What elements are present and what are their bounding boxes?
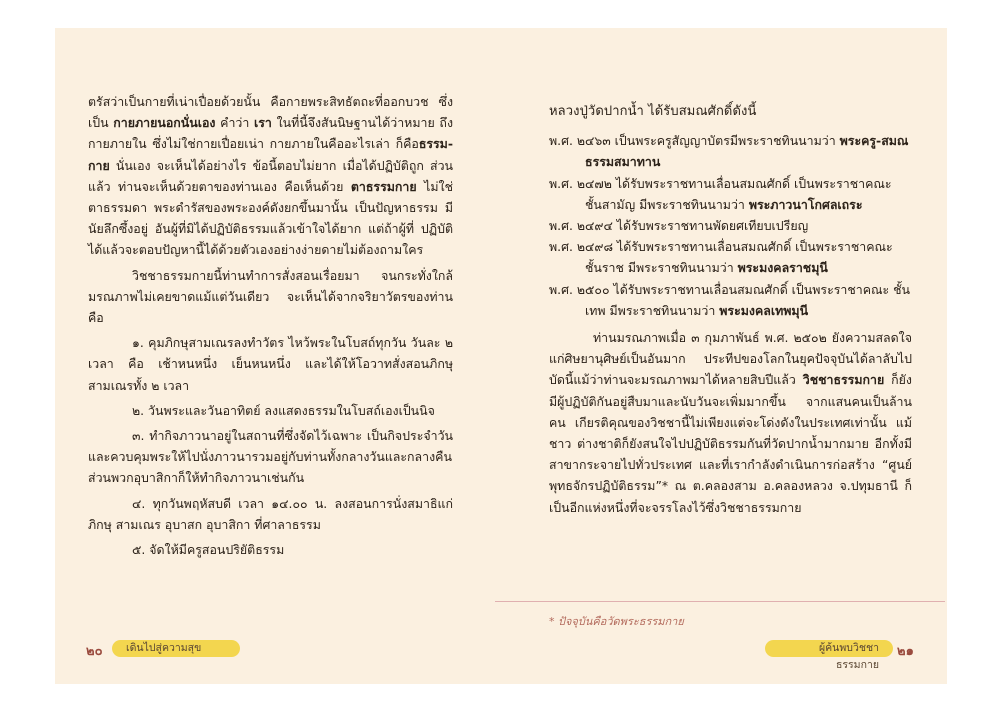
text-run: วิชชาธรรมกายนี้ท่านทำการสั่งสอนเรื่อยมา จนกระทั่งใกล้ มรณภาพไม่เคยขาดแม้แต่วันเดียว จะเห็นได้จากจริยาวัตรของท่าน คือ: [88, 267, 453, 326]
text-run: ได้รับพระราชทานพัดยศเทียบเปรียญ: [616, 218, 809, 234]
text-run: ๒. วันพระและวันอาทิตย์ ลงแสดงธรรมในโบสถ์เองเป็นนิจ: [132, 402, 435, 418]
bold-text: วิชชาธรรมกาย: [802, 372, 885, 388]
text-run: ไม่ใช่ตาธรรมดา พระดำรัสของพระองค์ดังยกขึ้นมานั้น เป็นปัญหาธรรม มีนัยลึกซึ้งอยู่ อันผู้ที่มิได้ปฏิบัติธรรมแล้วเข้าใจได้ยาก แต่ถ้าผู้ที่ ปฏิบัติได้แล้วจะตอบปัญหานี้ได้ด้วยตัวเองอย่างง่ายดายไม่ต้องถามใคร: [88, 178, 453, 258]
section-heading: หลวงปู่วัดปากน้ำ ได้รับสมณศักดิ์ดังนี้: [549, 104, 757, 119]
bold-text: พระครู-สมณธรรมสมาทาน: [585, 133, 909, 170]
body-paragraph: [88, 265, 453, 329]
right-page-body: [549, 101, 912, 518]
body-paragraph: [88, 425, 453, 489]
footnote-divider: [495, 601, 945, 602]
closing-paragraph: [549, 327, 912, 518]
text-run: ได้รับพระราชทานเลื่อนสมณศักดิ์ เป็นพระราชาคณะ ชั้นสามัญ มีพระราชทินนามว่า: [585, 175, 892, 212]
text-run: ได้รับพระราชทานเลื่อนสมณศักดิ์ เป็นพระราชาคณะ ชั้นราช มีพระราชทินนามว่า: [585, 239, 893, 276]
footnote: * ปัจจุบันคือวัดพระธรรมกาย: [549, 615, 684, 628]
text-run: นั่นเอง จะเห็นได้อย่างไร ข้อนี้ตอบไม่ยาก เมื่อได้ปฏิบัติถูก ส่วนแล้ว ท่านจะเห็นด้วยตาของท่านเอง คือเห็นด้วย: [88, 157, 453, 194]
bold-text: พระมงคลเทพมุนี: [719, 302, 809, 318]
bold-text: พระภาวนาโกศลเถระ: [748, 196, 863, 212]
rank-entry: [549, 236, 912, 278]
rank-entry: [549, 173, 912, 215]
rank-year: พ.ศ. ๒๕๐๐: [549, 281, 614, 297]
bold-text: ธรรม-กาย: [88, 136, 453, 173]
right-page-number: ๒๑: [897, 644, 914, 659]
text-run: ๓. ทำกิจภาวนาอยู่ในสถานที่ซึ่งจัดไว้เฉพาะ เป็นกิจประจำวัน และควบคุมพระให้ไปนั่งภาวนารวมอยู่กับท่านทั้งกลางวันและกลางคืน ส่วนพวกอุบาสิกาก็ให้ทำกิจภาวนาเช่นกัน: [88, 428, 453, 486]
body-paragraph: [88, 332, 453, 396]
bold-text: เรา: [254, 115, 272, 131]
body-paragraph: [88, 493, 453, 535]
rank-year: พ.ศ. ๒๔๙๔: [549, 218, 617, 234]
body-paragraph: [88, 400, 453, 421]
body-paragraph: [88, 539, 453, 560]
text-run: คำว่า: [215, 115, 255, 131]
rank-list: [549, 130, 912, 321]
bold-text: ตาธรรมกาย: [350, 178, 417, 194]
rank-year: พ.ศ. ๒๔๖๓: [549, 133, 615, 149]
text-run: ๑. คุมภิกษุสามเณรลงทำวัตร ไหว้พระในโบสถ์ทุกวัน วันละ ๒ เวลา คือ เช้าหนหนึ่ง เย็นหนหนึ่ง และได้ให้โอวาทสั่งสอนภิกษุ สามเณรทั้ง ๒ เวลา: [88, 335, 453, 393]
bold-text: พระมงคลราชมุนี: [737, 260, 828, 276]
text-run: ท่านมรณภาพเมื่อ ๓ กุมภาพันธ์ พ.ศ. ๒๕๐๒ ยังความสลดใจ แก่ศิษยานุศิษย์เป็นอันมาก ประทีปของโลกในยุคปัจจุบันได้ลาลับไป บัดนี้แม้ว่าท่านจะมรณภาพมาได้หลายสิบปีแล้ว: [549, 330, 912, 388]
bold-text: กายภายนอกนั่นเอง: [113, 115, 216, 131]
text-run: ก็ยัง มีผู้ปฏิบัติกันอยู่สืบมาและนับวันจะเพิ่มมากขึ้น จากแสนคนเป็นล้านคน เกียรติคุณของวิชชานี้ไม่เพียงแต่จะโด่งดังในประเทศเท่านั้น แม้ชาว ต่างชาติก็ยังสนใจไปปฏิบัติธรรมกันที่วัดปากน้ำมากมาย อีกทั้งมี สาขากระจายไปทั่วประเทศ และที่เรากำลังดำเนินการก่อสร้าง “ศูนย์พุทธจักรปฏิบัติธรรม”* ณ ต.คลองสาม อ.คลองหลวง จ.ปทุมธานี ก็เป็นอีกแห่งหนึ่งที่จะจรรโลงไว้ซึ่งวิชชาธรรมกาย: [549, 372, 912, 515]
rank-year: พ.ศ. ๒๔๗๒: [549, 175, 616, 191]
left-page-number: ๒๐: [86, 644, 103, 659]
text-run: ๔. ทุกวันพฤหัสบดี เวลา ๑๔.๐๐ น. ลงสอนการนั่งสมาธิแก่ ภิกษุ สามเณร อุบาสก อุบาสิกา ที่ศาลาธรรม: [88, 495, 453, 532]
text-run: ได้รับพระราชทานเลื่อนสมณศักดิ์ เป็นพระราชาคณะ ชั้นเทพ มีพระราชทินนามว่า: [585, 281, 910, 318]
left-page-body: [88, 91, 453, 560]
rank-year: พ.ศ. ๒๔๙๘: [549, 239, 617, 255]
rank-entry: [549, 215, 912, 236]
text-run: ตรัสว่าเป็นกายที่เน่าเปื่อยด้วยนั้น คือกายพระสิทธัตถะที่ออกบวช ซึ่งเป็น: [88, 94, 453, 131]
text-run: ๕. จัดให้มีครูสอนปริยัติธรรม: [132, 542, 285, 558]
left-running-title: เดินไปสู่ความสุข: [112, 640, 240, 657]
body-paragraph: [88, 91, 453, 261]
right-running-title: ผู้ค้นพบวิชชาธรรมกาย: [765, 640, 893, 657]
rank-entry: [549, 130, 912, 172]
text-run: เป็นพระครูสัญญาบัตรมีพระราชทินนามว่า: [614, 133, 840, 149]
text-run: ในที่นี้จึงสันนิษฐานได้ว่าหมาย ถึง กายภายใน ซึ่งไม่ใช่กายเปื่อยเน่า กายภายในคืออะไรเล่า ก็คือ: [88, 115, 453, 152]
rank-entry: [549, 279, 912, 321]
